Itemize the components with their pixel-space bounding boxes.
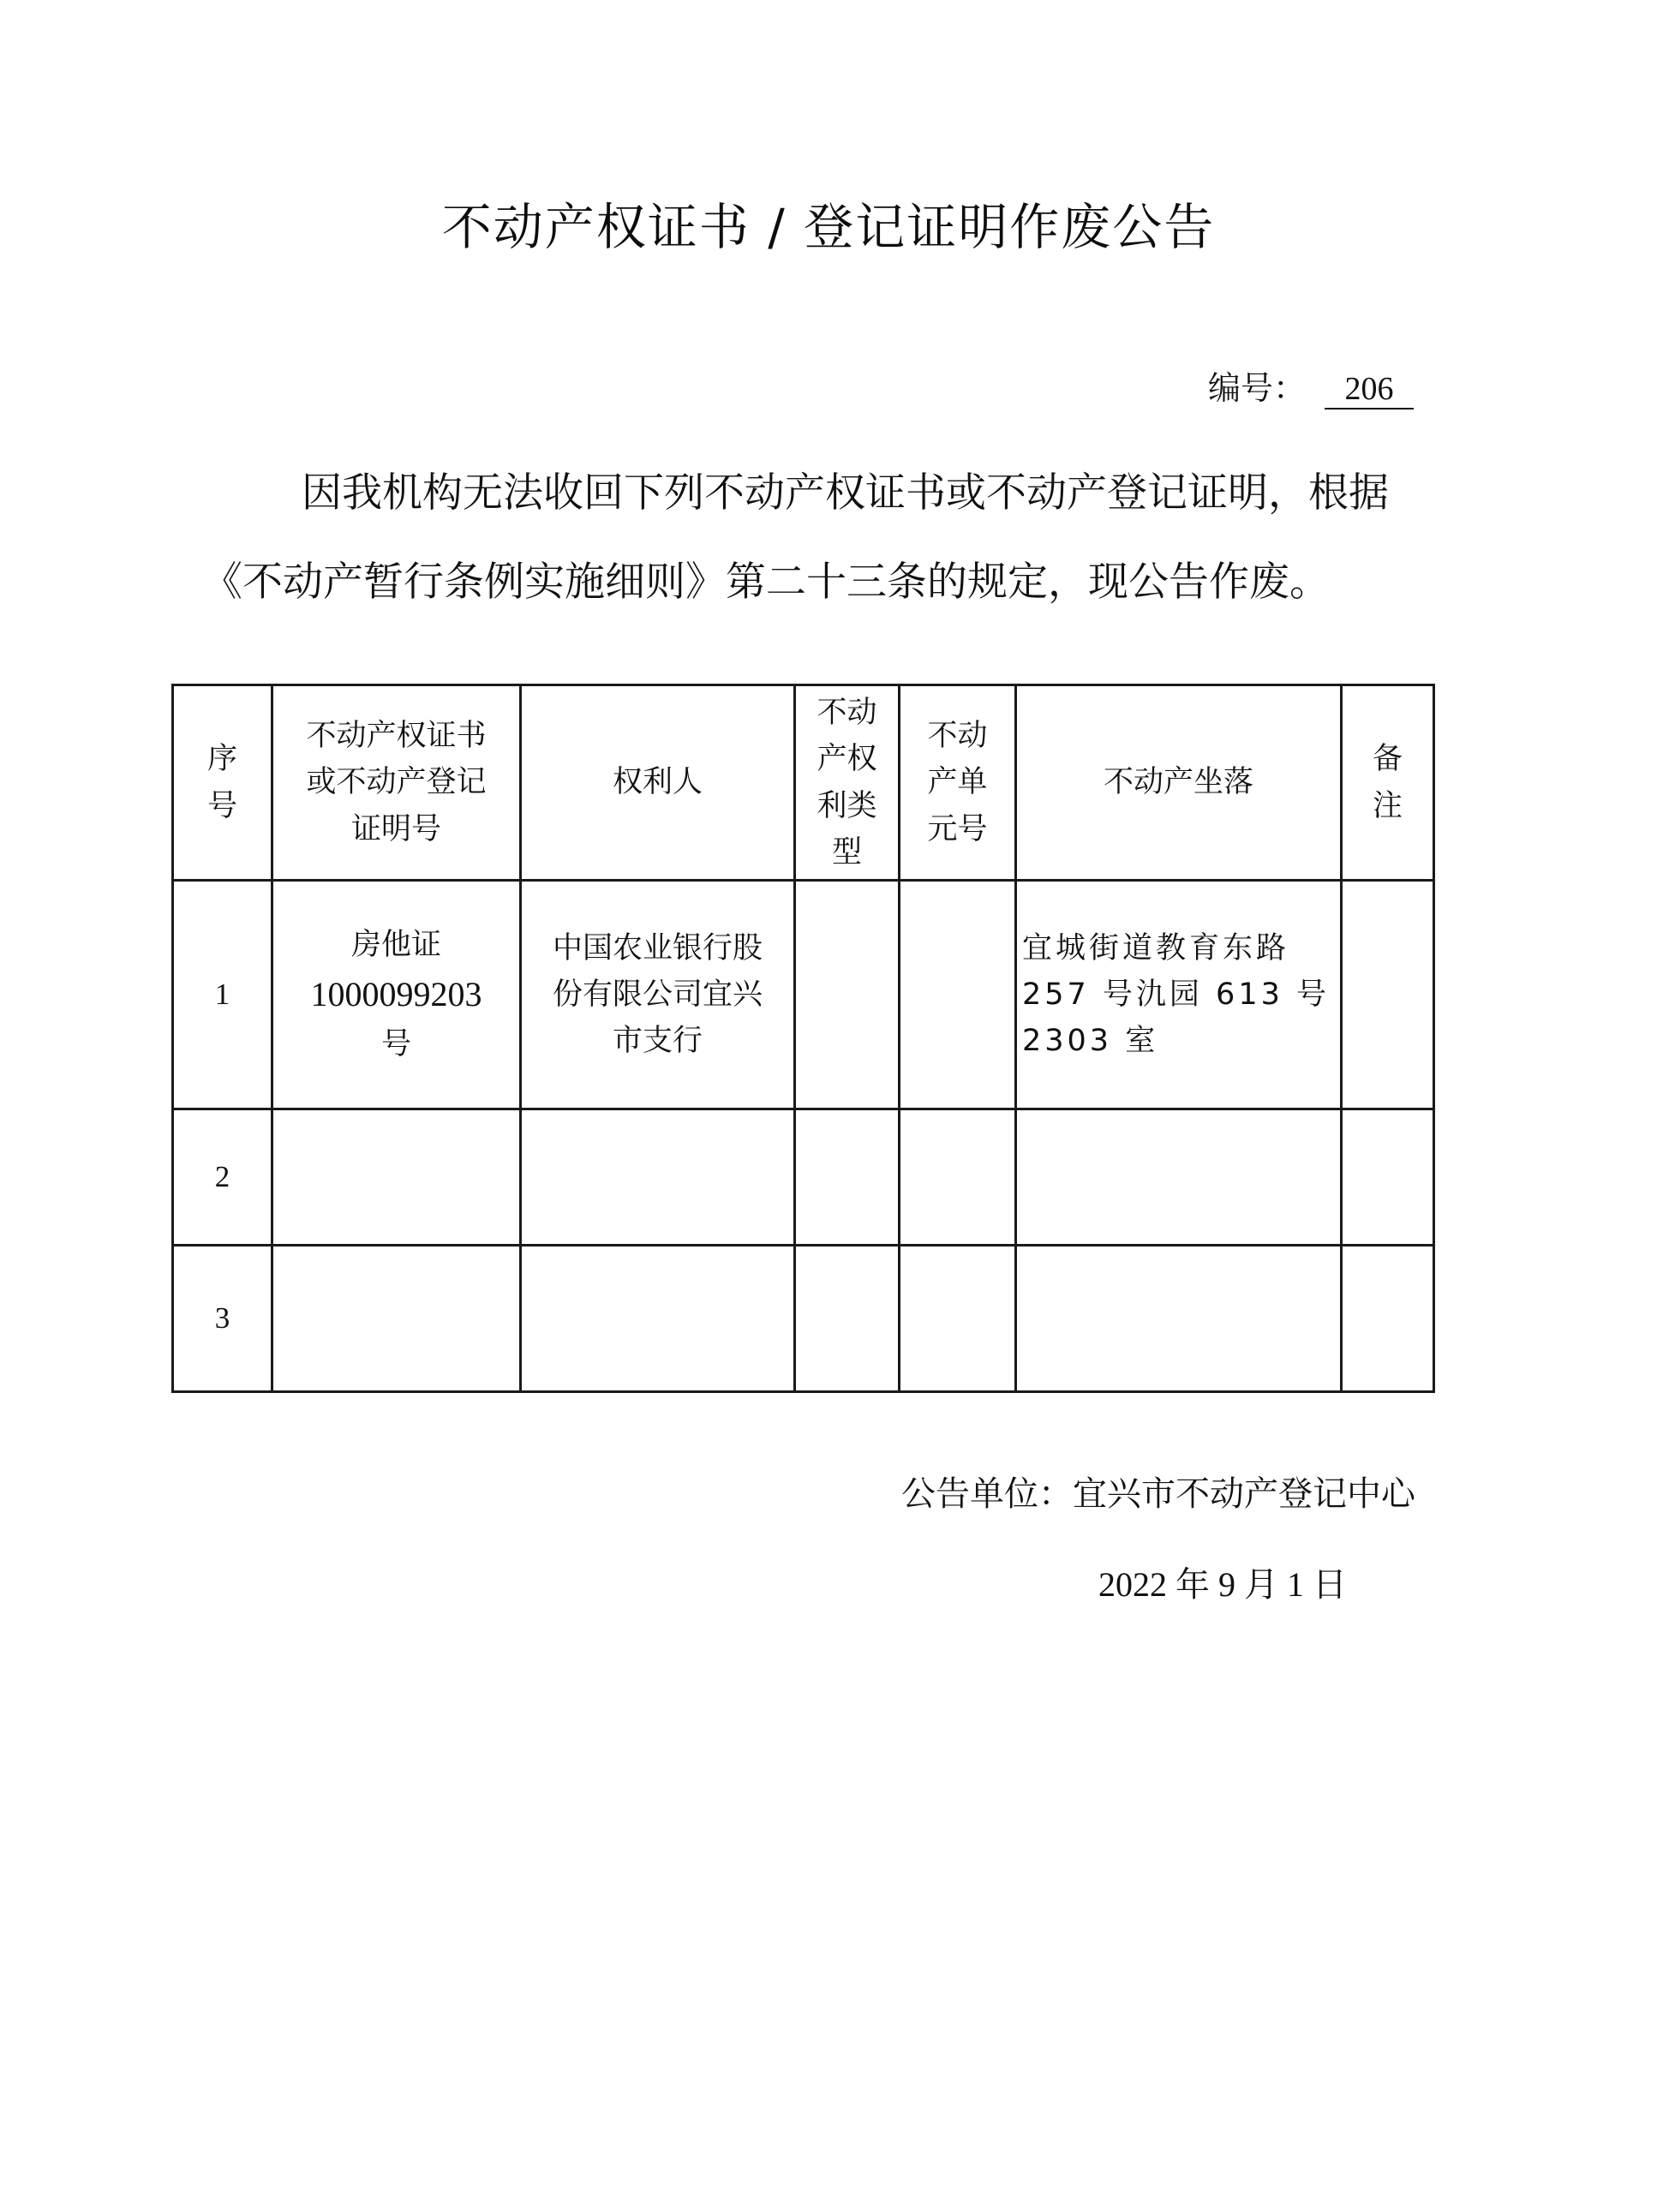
notice-paragraph-line-2: 《不动产暂行条例实施细则》第二十三条的规定，现公告作废。 bbox=[202, 559, 1330, 606]
cell-rights-holder bbox=[521, 1109, 795, 1246]
cell-unit-number bbox=[900, 1109, 1016, 1246]
notice-paragraph-line-1: 因我机构无法收回下列不动产权证书或不动产登记证明，根据 bbox=[302, 469, 1389, 517]
cell-remarks bbox=[1342, 1109, 1434, 1246]
cell-rights-holder: 中国农业银行股 份有限公司宜兴 市支行 bbox=[521, 881, 795, 1109]
cell-unit-number bbox=[900, 881, 1016, 1109]
table-row bbox=[173, 881, 1434, 1109]
document-title: 不动产权证书 / 登记证明作废公告 bbox=[441, 198, 1216, 256]
cell-location: 宜城街道教育东路 257 号氿园 613 号 2303 室 bbox=[1016, 881, 1342, 1109]
header-rights-holder: 权利人 bbox=[521, 685, 795, 881]
header-unit-number: 不动 产单 元号 bbox=[900, 685, 1016, 881]
cell-unit-number bbox=[900, 1246, 1016, 1392]
issuer-signature: 公告单位：宜兴市不动产登记中心 bbox=[901, 1474, 1415, 1514]
cell-location bbox=[1016, 1246, 1342, 1392]
cell-remarks bbox=[1342, 881, 1434, 1109]
cell-location bbox=[1016, 1109, 1342, 1246]
serial-label: 编号： bbox=[1208, 369, 1307, 407]
table-row bbox=[173, 1246, 1434, 1392]
issue-date: 2022 年 9 月 1 日 bbox=[1098, 1565, 1347, 1604]
cell-certificate-number bbox=[272, 1246, 521, 1392]
header-certificate-number: 不动产权证书 或不动产登记 证明号 bbox=[272, 685, 521, 881]
table-header-row bbox=[173, 685, 1434, 881]
header-location: 不动产坐落 bbox=[1016, 685, 1342, 881]
cell-seq: 2 bbox=[173, 1109, 272, 1246]
serial-value: 206 bbox=[1325, 370, 1414, 410]
cell-seq: 3 bbox=[173, 1246, 272, 1392]
void-certificate-table bbox=[171, 684, 1435, 1393]
header-seq: 序 号 bbox=[173, 685, 272, 881]
cell-rights-holder bbox=[521, 1246, 795, 1392]
cell-seq: 1 bbox=[173, 881, 272, 1109]
cell-right-type bbox=[795, 1246, 900, 1392]
cell-certificate-number bbox=[272, 1109, 521, 1246]
serial-number bbox=[1208, 362, 1414, 410]
cell-certificate-number: 房他证 1000099203 号 bbox=[272, 881, 521, 1109]
cell-right-type bbox=[795, 881, 900, 1109]
table-row bbox=[173, 1109, 1434, 1246]
cell-remarks bbox=[1342, 1246, 1434, 1392]
cell-right-type bbox=[795, 1109, 900, 1246]
header-remarks: 备 注 bbox=[1342, 685, 1434, 881]
header-right-type: 不动 产权 利类 型 bbox=[795, 685, 900, 881]
